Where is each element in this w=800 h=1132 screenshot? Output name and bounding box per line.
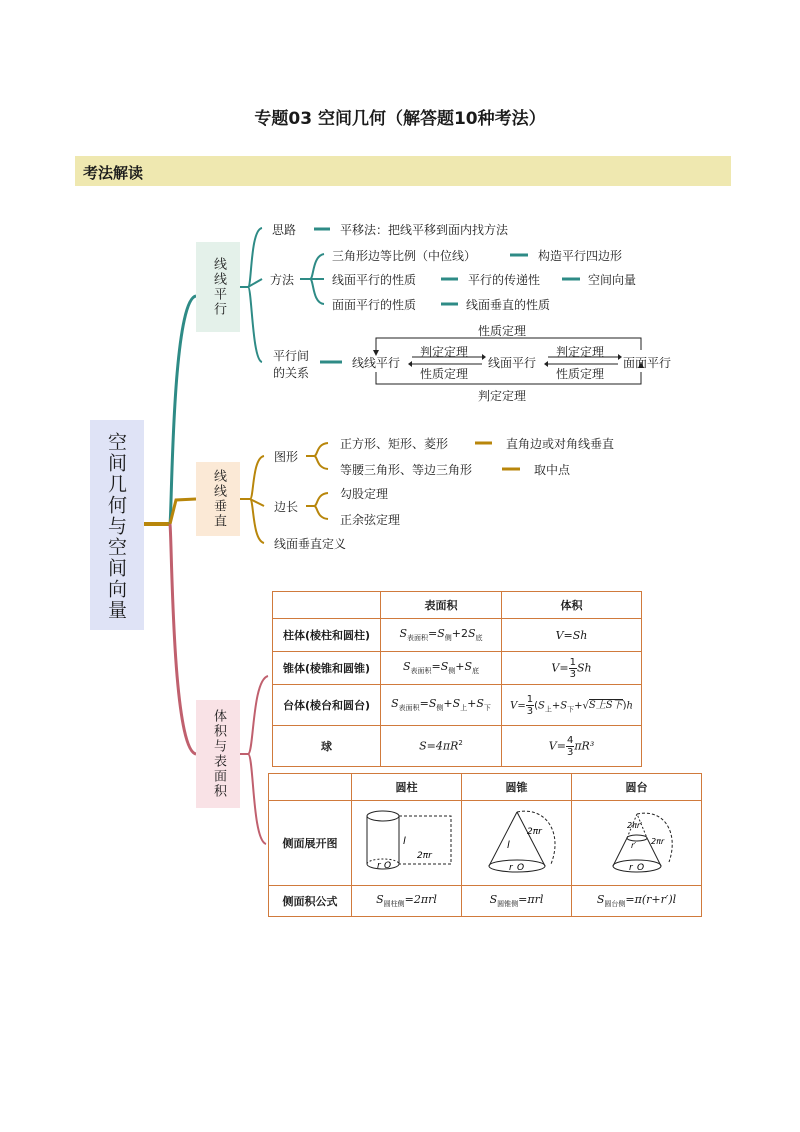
svg-text:2πr: 2πr — [416, 850, 432, 861]
branch-volume — [196, 700, 240, 808]
node-method-2c: 空间向量 — [588, 273, 637, 287]
node-method-1b: 构造平行四边形 — [538, 249, 623, 263]
node-relation-label-2: 的关系 — [273, 366, 310, 380]
surface-formula: $S_{表面积}=S_侧+S_上+S_下$ — [381, 685, 502, 726]
node-method-3: 面面平行的性质 — [332, 298, 417, 312]
rel-judge-2: 判定定理 — [556, 345, 605, 359]
rel-top-prop: 性质定理 — [478, 324, 527, 338]
table-header-cell: 表面积 — [381, 592, 502, 619]
branch-perpendicular-label: 线线垂直 — [211, 469, 226, 529]
table-row — [273, 619, 642, 652]
section-label: 考法解读 — [83, 164, 144, 182]
cylinder-net-figure — [352, 801, 462, 886]
svg-text:r′: r′ — [630, 840, 636, 850]
volume-formula: V= $\frac{1}{3}$ Sh — [502, 652, 642, 685]
frustum-lateral-formula: $S_{圆台侧}=\pi(r+r')l$ — [572, 886, 702, 917]
volume-formula: V=Sh — [502, 619, 642, 652]
table-row — [273, 652, 642, 685]
volume-formula: V= $\frac{1}{3}$ ($S_上+S_下+√S$上S下)h — [502, 685, 642, 726]
svg-text:r: r — [508, 862, 513, 873]
table-header-cell: 体积 — [502, 592, 642, 619]
root-node — [90, 420, 144, 630]
table-row — [273, 726, 642, 767]
rel-bottom-judge: 判定定理 — [478, 389, 527, 403]
row-name: 柱体(棱柱和圆柱) — [273, 619, 381, 652]
branch-parallel-label: 线线平行 — [211, 257, 226, 317]
node-silu-item: 平移法：把线平移到面内找方法 — [340, 223, 509, 237]
surface-formula: $S=4\pi R^2$ — [381, 726, 502, 767]
table-header-cell — [273, 592, 381, 619]
node-shape-1: 正方形、矩形、菱形 — [340, 437, 449, 451]
branch-perpendicular — [196, 462, 240, 536]
node-fangfa: 方法 — [270, 273, 295, 287]
surface-formula: $S_{表面积}=S_侧+S_底$ — [381, 652, 502, 685]
row-name: 球 — [273, 726, 381, 767]
node-bianchang: 边长 — [274, 500, 299, 514]
rel-prop-2: 性质定理 — [556, 367, 605, 381]
svg-text:r: r — [376, 860, 381, 871]
volume-formula: V= $\frac{4}{3}$ πR³ — [502, 726, 642, 767]
branch-volume-label: 体积与表面积 — [211, 709, 226, 799]
node-definition: 线面垂直定义 — [274, 537, 347, 551]
rel-plane-plane: 面面平行 — [623, 356, 672, 370]
node-relation-label-1: 平行间 — [273, 349, 310, 363]
cone-net-figure — [462, 801, 572, 886]
table-header-row — [273, 592, 642, 619]
node-shape-2: 等腰三角形、等边三角形 — [340, 463, 473, 477]
table-row — [273, 685, 642, 726]
table-header-cell: 圆柱 — [352, 774, 462, 801]
node-edge-1: 勾股定理 — [340, 487, 389, 501]
row-name: 侧面展开图 — [269, 801, 352, 886]
node-shape-1b: 直角边或对角线垂直 — [506, 437, 615, 451]
node-tuxing: 图形 — [274, 450, 299, 464]
svg-text:l: l — [506, 839, 510, 851]
table-row — [269, 801, 702, 886]
lateral-area-table — [268, 773, 702, 917]
rel-line-line: 线线平行 — [352, 356, 401, 370]
row-name: 台体(棱台和圆台) — [273, 685, 381, 726]
table-header-cell: 圆锥 — [462, 774, 572, 801]
svg-text:r: r — [628, 862, 633, 873]
page-title: 专题03 空间几何（解答题10种考法） — [254, 109, 546, 129]
cylinder-lateral-formula: $S_{圆柱侧}=2\pi rl$ — [352, 886, 462, 917]
node-method-3b: 线面垂直的性质 — [466, 298, 551, 312]
svg-text:O: O — [516, 862, 524, 873]
node-edge-2: 正余弦定理 — [340, 513, 401, 527]
node-method-1: 三角形边等比例（中位线） — [332, 249, 477, 263]
row-name: 侧面积公式 — [269, 886, 352, 917]
cone-lateral-formula: $S_{圆锥侧}=\pi rl$ — [462, 886, 572, 917]
table-row — [269, 886, 702, 917]
surface-formula: $S_{表面积}=S_侧+2S_底$ — [381, 619, 502, 652]
rel-prop-1: 性质定理 — [420, 367, 469, 381]
node-method-2: 线面平行的性质 — [332, 273, 417, 287]
svg-text:O: O — [636, 862, 644, 873]
table-header-cell — [269, 774, 352, 801]
volume-table — [272, 591, 642, 767]
svg-text:2πr: 2πr — [526, 826, 542, 837]
row-name: 锥体(棱锥和圆锥) — [273, 652, 381, 685]
rel-line-plane: 线面平行 — [488, 356, 537, 370]
node-method-2b: 平行的传递性 — [468, 273, 541, 287]
branch-parallel — [196, 242, 240, 332]
node-shape-2b: 取中点 — [534, 463, 571, 477]
frustum-net-figure — [572, 801, 702, 886]
table-header-row — [269, 774, 702, 801]
rel-judge-1: 判定定理 — [420, 345, 469, 359]
svg-text:l: l — [402, 835, 406, 847]
root-label: 空间几何与空间向量 — [105, 432, 127, 621]
node-silu: 思路 — [272, 223, 297, 237]
table-header-cell: 圆台 — [572, 774, 702, 801]
svg-text:2πr: 2πr — [650, 836, 664, 846]
svg-text:O: O — [383, 860, 391, 871]
svg-text:2πr′: 2πr′ — [626, 820, 642, 830]
